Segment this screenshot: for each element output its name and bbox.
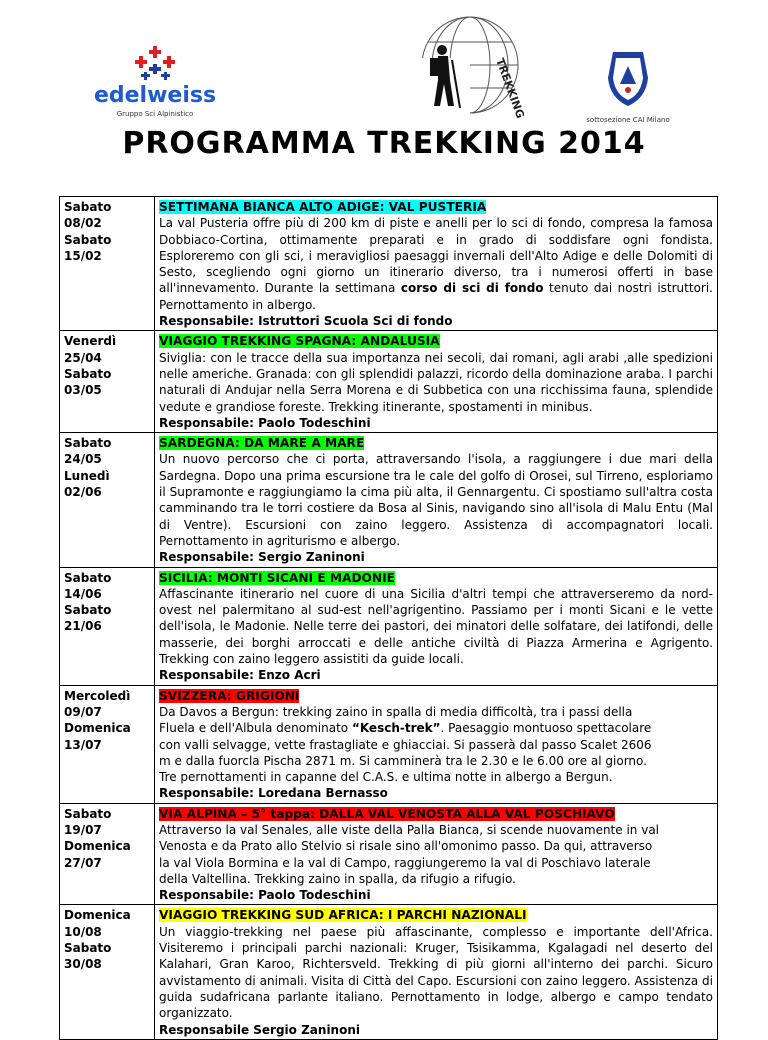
trip-responsible: Responsabile: Paolo Todeschini xyxy=(159,888,371,903)
trip-text-part: Un viaggio-trekking nel paese più affascinante, complesso e importante dell'Africa. Visiteremo i principali parchi nazionali: Kruger, Tsisikamma, Kgalagadi nel deserto del Kalahari, Gran Karoo, Richtersveld. Trekking di più giorni all'interno dei parchi. Sicuro avvistamento di animali. Visita di Città del Capo. Escursioni con zaino leggero. Assistenza di guida sudafricana parlante italiano. Pernottamento in lodge, albergo e campo tendato organizzato. xyxy=(159,924,713,1021)
trip-text-part: Attraverso la val Senales, alle viste della Palla Bianca, si scende nuovamente in val xyxy=(159,822,660,837)
trip-date-line: Domenica xyxy=(64,721,131,736)
trip-responsible: Responsabile: Loredana Bernasso xyxy=(159,786,388,801)
trekking-logo xyxy=(410,10,530,120)
trip-date-line: Sabato xyxy=(64,200,112,214)
table-row xyxy=(60,197,718,331)
trip-date-line: Sabato xyxy=(64,232,112,247)
trip-text-line xyxy=(159,720,713,736)
trip-dates xyxy=(60,331,155,433)
trip-date-line: Sabato xyxy=(64,806,112,821)
trip-description xyxy=(155,567,718,685)
edelweiss-logo xyxy=(80,42,230,122)
trip-date-line: Domenica xyxy=(64,908,131,923)
trip-text-bold: corso di sci di fondo xyxy=(400,281,544,296)
trip-text xyxy=(159,350,713,415)
trip-text-part: Venosta e da Prato allo Stelvio si risale sino all'omonimo passo. Da qui, attraverso xyxy=(159,839,653,854)
trip-dates xyxy=(60,197,155,331)
trip-date-line: 13/07 xyxy=(64,737,102,752)
trip-text-part: Affascinante itinerario nel cuore di una Sicilia d'altri tempi che attraverseremo da nord-ovest nel palermitano al sud-est nell'agrigentino. Passiamo per i monti Sicani e le vette dell'isola, le Madonie. Nelle terre dei pastori, dei minatori delle solfatare, dei latifondi, delle masserie, dei borghi arroccati e delle antiche civiltà di Piazza Armerina e Agrigento. Trekking con zaino leggero assistiti da guide locali. xyxy=(159,586,713,667)
svg-text:sottosezione CAI Milano: sottosezione CAI Milano xyxy=(586,116,670,124)
trip-text xyxy=(159,215,713,313)
trip-responsible: Responsabile: Enzo Acri xyxy=(159,668,321,683)
trip-dates xyxy=(60,567,155,685)
trip-date-line: Sabato xyxy=(64,941,112,956)
table-row xyxy=(60,433,718,567)
trip-text-line xyxy=(159,769,713,785)
trip-description xyxy=(155,197,718,331)
trip-text-part: La val Pusteria offre più di 200 km di piste e anelli per lo sci di fondo, compresa la famosa Dobbiaco-Cortina, ottimamente preparati e in grado di soddisfare ogni fondista. Esploreremo con gli sci, i meravigliosi paesaggi invernali dell'Alto Adige e delle Dolomiti di Sesto, scegliendo ogni giorno un itinerario diverso, tra i numerosi offerti in base all'innevamento. Durante la settimana xyxy=(159,216,713,296)
trip-date-line: 09/07 xyxy=(64,704,102,719)
trip-text-line xyxy=(159,704,713,720)
trip-title: VIAGGIO TREKKING SPAGNA: ANDALUSIA xyxy=(159,334,440,349)
trip-description xyxy=(155,331,718,433)
trip-date-line: Sabato xyxy=(64,436,112,451)
svg-text:Gruppo Sci Alpinistico: Gruppo Sci Alpinistico xyxy=(116,110,194,118)
trip-text-part: con valli selvagge, vette frastagliate e ghiacciai. Si passerà dal passo Scalet 2606 xyxy=(159,737,652,752)
header xyxy=(0,0,768,170)
trip-title: VIAGGIO TREKKING SUD AFRICA: I PARCHI NAZIONALI xyxy=(159,908,527,923)
trip-date-line: Lunedì xyxy=(64,468,110,483)
trip-description xyxy=(155,685,718,803)
trip-text-part: Da Davos a Bergun: trekking zaino in spalla di media difficoltà, tra i passi della xyxy=(159,704,633,719)
table-row xyxy=(60,331,718,433)
trip-text-line xyxy=(159,838,713,854)
trip-date-line: 10/08 xyxy=(64,924,102,939)
trip-text-part: tenuto dai nostri istruttori. Pernottamento in albergo. xyxy=(159,281,713,312)
trip-title: SARDEGNA: DA MARE A MARE xyxy=(159,436,365,451)
table-row xyxy=(60,567,718,685)
trip-title: SICILIA: MONTI SICANI E MADONIE xyxy=(159,570,395,585)
trip-date-line: Sabato xyxy=(64,570,112,585)
cai-logo xyxy=(568,48,688,128)
trip-date-line: 27/07 xyxy=(64,855,102,870)
trip-title: SETTIMANA BIANCA ALTO ADIGE: VAL PUSTERIA xyxy=(159,200,487,214)
trip-responsible: Responsabile: Paolo Todeschini xyxy=(159,415,371,430)
trip-responsible: Responsabile: Sergio Zaninoni xyxy=(159,550,365,565)
trip-text-part: . Paesaggio montuoso spettacolare xyxy=(440,721,652,736)
trip-dates xyxy=(60,905,155,1039)
trip-date-line: 15/02 xyxy=(64,248,102,263)
trip-date-line: Mercoledì xyxy=(64,688,131,703)
trip-text-part: Siviglia: con le tracce della sua importanza nei secoli, dai romani, agli arabi ,alle spedizioni nelle americhe. Granada: con gli splendidi palazzi, ricordo della dominazione araba. I parchi naturali di Andujar nella Serra Morena e di Subbetica con una ricchissima fauna, splendide vedute e grandiose foreste. Trekking itinerante, spostamenti in minibus. xyxy=(159,350,713,414)
trip-text-line xyxy=(159,822,713,838)
trip-text xyxy=(159,586,713,667)
trip-text-line xyxy=(159,871,713,887)
trip-dates xyxy=(60,803,155,905)
trip-text-part: m e dalla fuorcla Pischa 2871 m. Si camminerà tra le 2.30 e le 6.00 ore al giorno. xyxy=(159,753,647,768)
trip-date-line: 14/06 xyxy=(64,586,102,601)
trip-text-part: Fluela e dell'Albula denominato xyxy=(159,721,352,736)
trip-date-line: Sabato xyxy=(64,603,112,618)
trip-dates xyxy=(60,685,155,803)
trip-date-line: 19/07 xyxy=(64,822,102,837)
trip-responsible: Responsabile: Istruttori Scuola Sci di fondo xyxy=(159,314,453,329)
svg-text:edelweiss: edelweiss xyxy=(93,83,217,108)
trip-text-part: Tre pernottamenti in capanne del C.A.S. e ultima notte in albergo a Bergun. xyxy=(159,770,613,785)
trip-text-line xyxy=(159,737,713,753)
trip-date-line: 08/02 xyxy=(64,216,102,231)
trip-text-bold: “Kesch-trek” xyxy=(351,721,441,736)
trip-date-line: 24/05 xyxy=(64,452,102,467)
trip-text xyxy=(159,451,713,549)
trip-description xyxy=(155,803,718,905)
trip-date-line: 30/08 xyxy=(64,957,102,972)
trekking-program-table xyxy=(59,196,718,1040)
trip-date-line: Venerdì xyxy=(64,334,117,349)
svg-text:TREKKING: TREKKING xyxy=(493,56,527,120)
page-title: PROGRAMMA TREKKING 2014 xyxy=(122,126,646,161)
trip-date-line: 02/06 xyxy=(64,485,102,500)
trip-date-line: 21/06 xyxy=(64,619,102,634)
trip-text-line xyxy=(159,855,713,871)
trip-description xyxy=(155,905,718,1039)
trip-text-line xyxy=(159,753,713,769)
trip-title: SVIZZERA: GRIGIONI xyxy=(159,688,300,703)
trip-responsible: Responsabile Sergio Zaninoni xyxy=(159,1022,360,1037)
trip-dates xyxy=(60,433,155,567)
trip-text-part: la val Viola Bormina e la val di Campo, raggiungeremo la val di Poschiavo laterale xyxy=(159,855,651,870)
trip-date-line: Sabato xyxy=(64,366,112,381)
table-row xyxy=(60,803,718,905)
trip-date-line: Domenica xyxy=(64,839,131,854)
trip-text-part: della Valtellina. Trekking zaino in spalla, da rifugio a rifugio. xyxy=(159,871,516,886)
trip-title: VIA ALPINA – 5° tappa: DALLA VAL VENOSTA ALLA VAL POSCHIAVO xyxy=(159,806,615,821)
trip-date-line: 25/04 xyxy=(64,350,102,365)
trip-text xyxy=(159,924,713,1022)
trip-date-line: 03/05 xyxy=(64,383,102,398)
table-row xyxy=(60,905,718,1039)
trip-text-part: Un nuovo percorso che ci porta, attraversando l'isola, a raggiungere i due mari della Sardegna. Dopo una prima escursione tra le cale del golfo di Orosei, sul Tirreno, esploriamo il Supramonte e raggiungiamo la cima più alta, il Gennargentu. Ci spostiamo sull'altra costa camminando tra le torri costiere da Bosa al Sinis, navigando sino all'isola di Malu Entu (Mal di Ventre). Escursioni con zaino leggero. Assistenza di accompagnatori locali. Pernottamento in agriturismo e albergo. xyxy=(159,452,713,548)
table-row xyxy=(60,685,718,803)
trip-description xyxy=(155,433,718,567)
